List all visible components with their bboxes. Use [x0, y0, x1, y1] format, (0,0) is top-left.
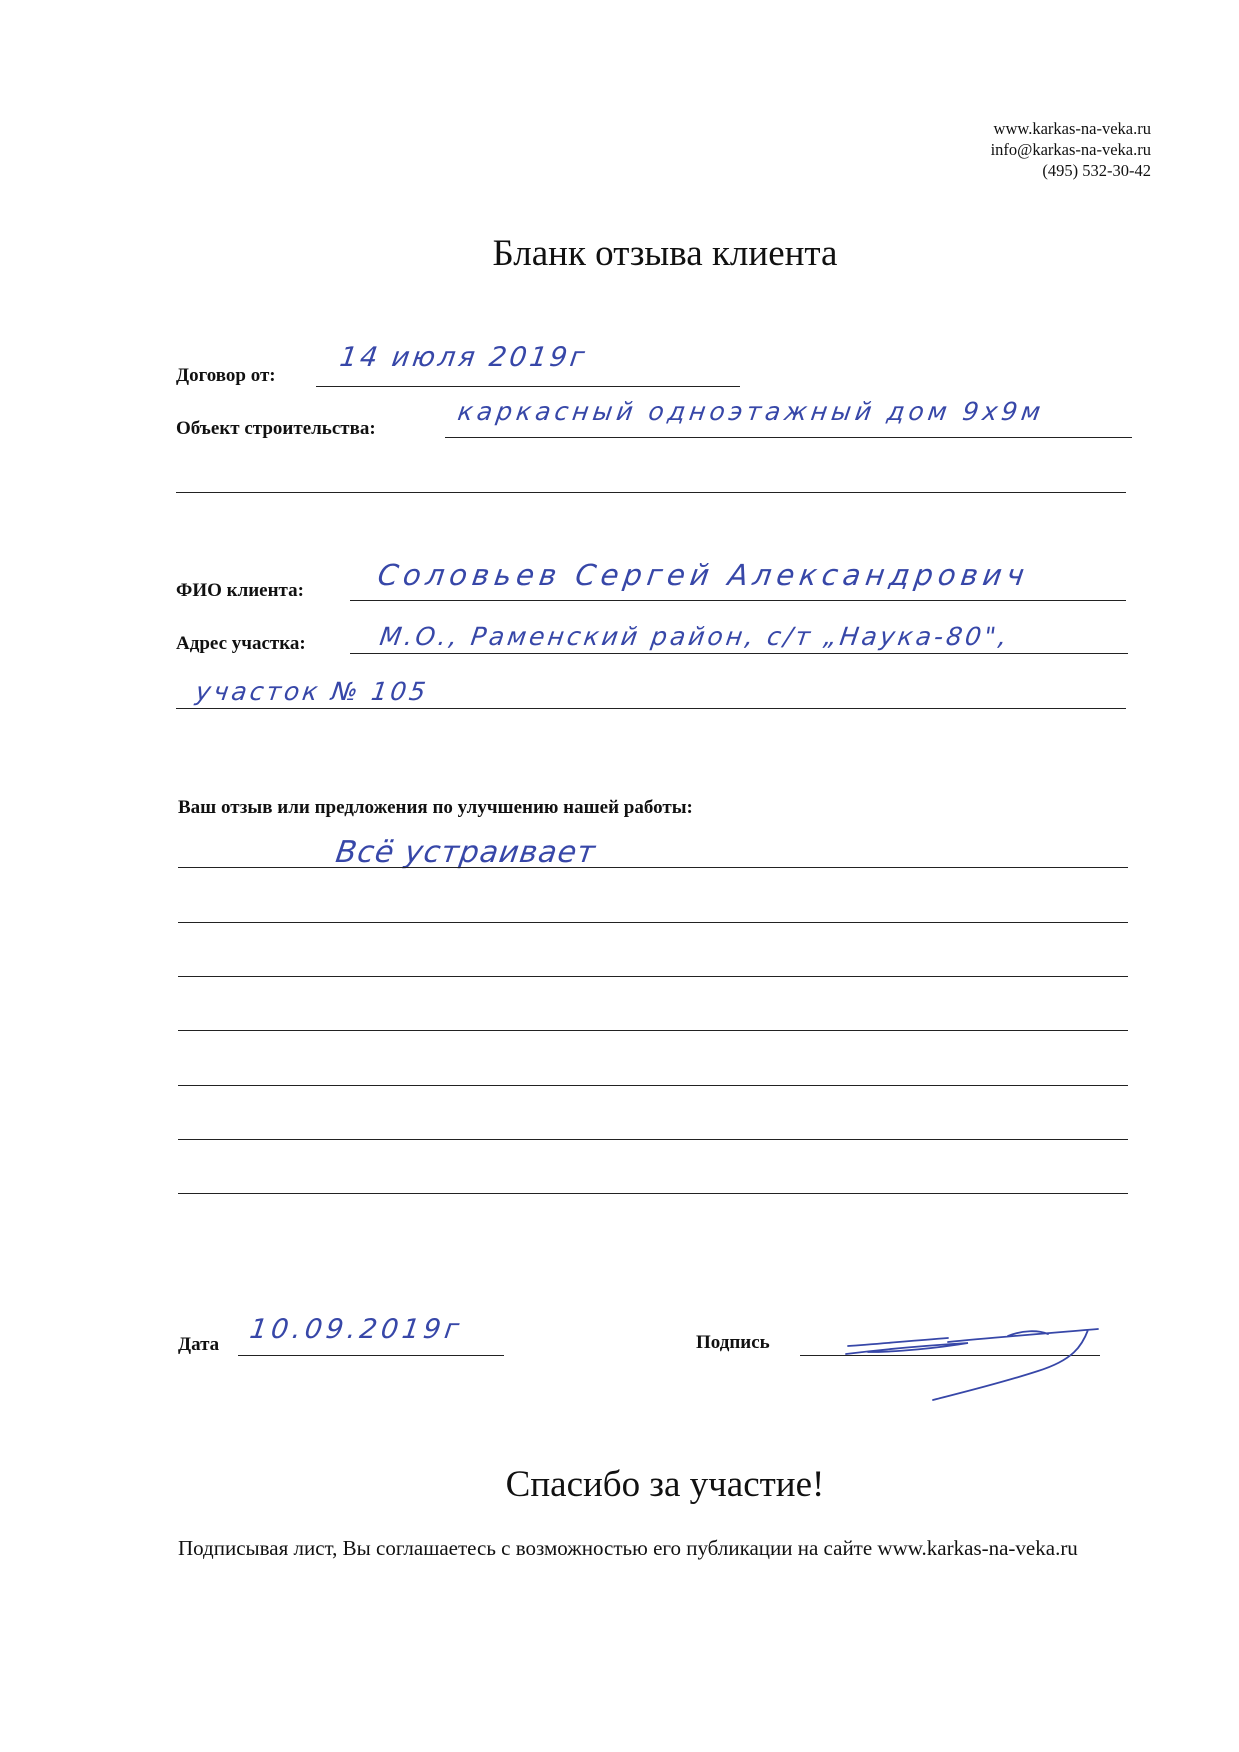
- signature-image: [838, 1316, 1138, 1406]
- feedback-line: [178, 1193, 1128, 1194]
- client-label: ФИО клиента:: [176, 580, 304, 601]
- thanks-message: Спасибо за участие!: [505, 1464, 825, 1505]
- page-title: Бланк отзыва клиента: [492, 233, 838, 274]
- company-phone: (495) 532-30-42: [1042, 161, 1151, 180]
- feedback-value[interactable]: Всё устраивает: [333, 835, 599, 870]
- feedback-line: [178, 867, 1128, 868]
- feedback-line: [178, 1085, 1128, 1086]
- date-line: [238, 1355, 504, 1356]
- publication-note: Подписывая лист, Вы соглашаетесь с возможностью его публикации на сайте www.karkas-na-veka.ru: [178, 1536, 1078, 1560]
- address-line-2: [176, 708, 1126, 709]
- object-value[interactable]: каркасный одноэтажный дом 9х9м: [455, 397, 1047, 426]
- feedback-line: [178, 976, 1128, 977]
- contract-line: [316, 386, 740, 387]
- address-value-2[interactable]: участок № 105: [193, 677, 431, 706]
- company-email: info@karkas-na-veka.ru: [990, 140, 1151, 159]
- feedback-line: [178, 1139, 1128, 1140]
- signature-label: Подпись: [696, 1332, 770, 1353]
- date-label: Дата: [178, 1334, 220, 1355]
- address-label: Адрес участка:: [176, 633, 306, 654]
- company-website: www.karkas-na-veka.ru: [993, 119, 1151, 138]
- feedback-label: Ваш отзыв или предложения по улучшению нашей работы:: [178, 797, 693, 818]
- client-value[interactable]: Соловьев Сергей Александрович: [375, 558, 1032, 592]
- address-line: [350, 653, 1128, 654]
- contract-value[interactable]: 14 июля 2019г: [337, 342, 590, 373]
- contract-label: Договор от:: [176, 365, 276, 386]
- object-line: [445, 437, 1132, 438]
- client-line: [350, 600, 1126, 601]
- feedback-line: [178, 922, 1128, 923]
- company-contacts: [991, 118, 1151, 181]
- feedback-line: [178, 1030, 1128, 1031]
- address-value-1[interactable]: М.О., Раменский район, с/т „Наука-80",: [377, 622, 1012, 651]
- object-label: Объект строительства:: [176, 418, 376, 439]
- object-line-2: [176, 492, 1126, 493]
- date-value[interactable]: 10.09.2019г: [247, 1314, 465, 1345]
